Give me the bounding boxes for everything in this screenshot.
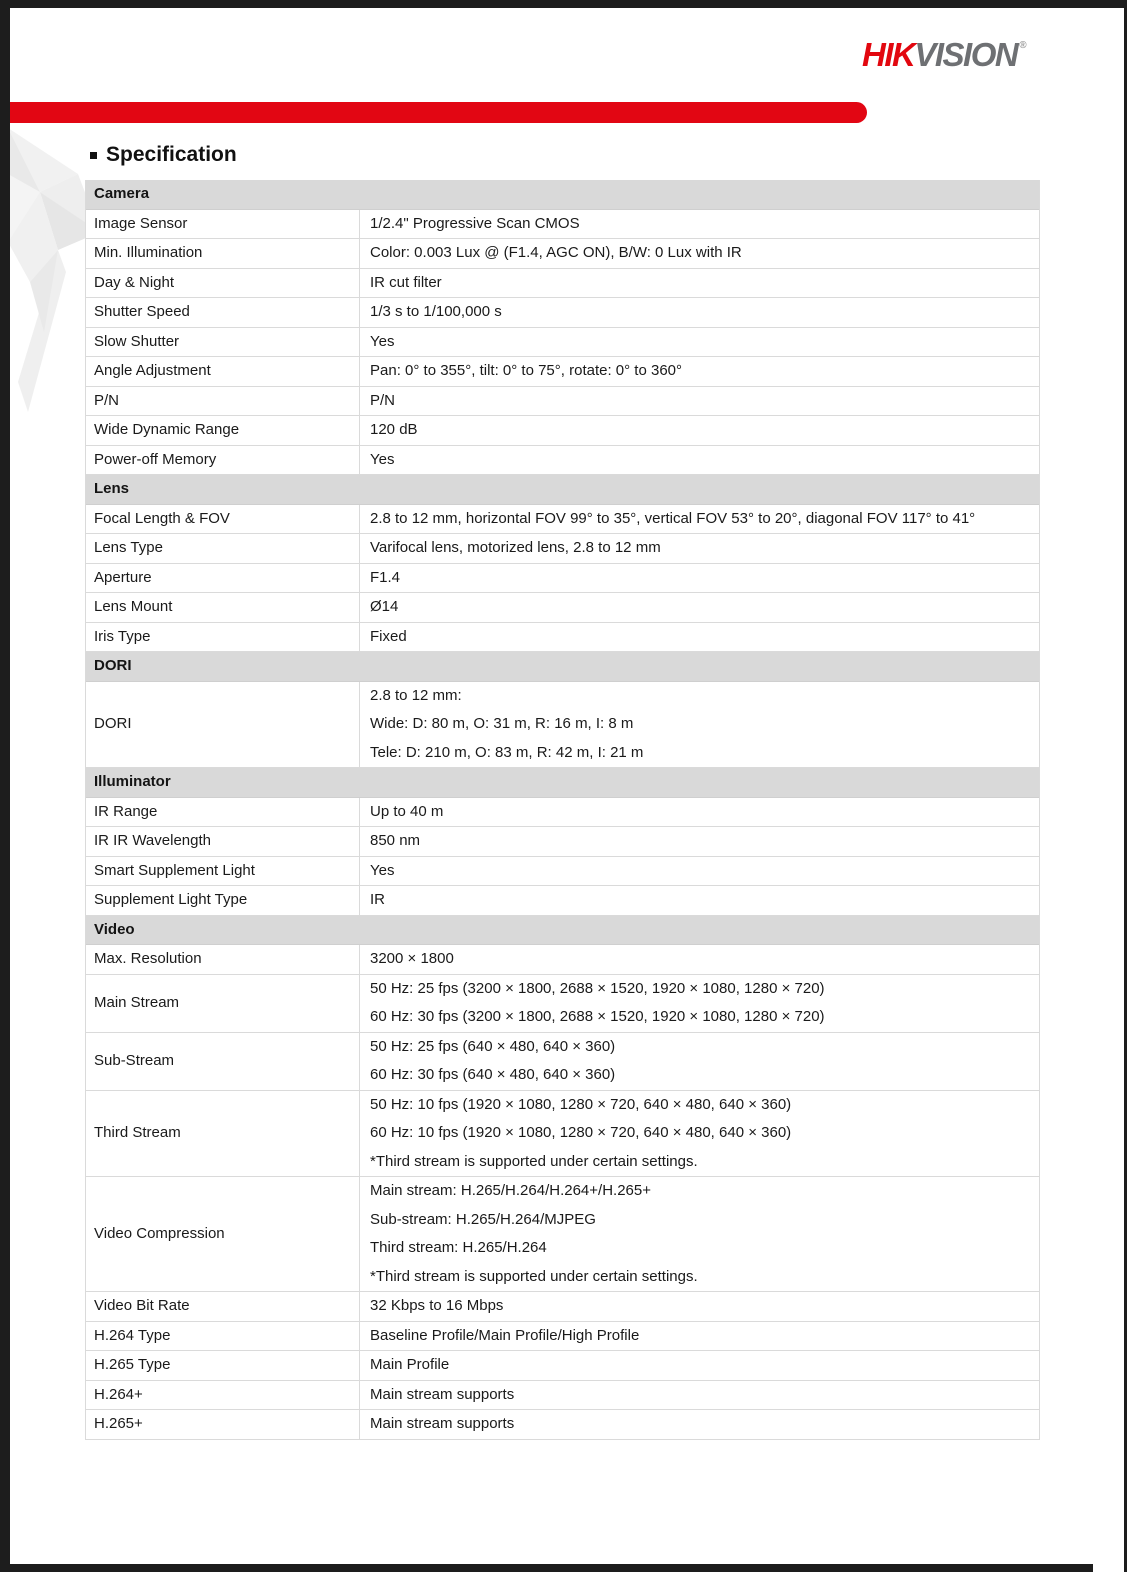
spec-value	[359, 298, 1039, 327]
spec-label: Angle Adjustment	[94, 362, 211, 380]
spec-value	[359, 798, 1039, 827]
spec-value-line: Yes	[370, 450, 395, 468]
spec-label: Third Stream	[94, 1124, 181, 1142]
spec-label: Focal Length & FOV	[94, 509, 230, 527]
spec-label: Video Compression	[94, 1225, 225, 1242]
spec-value	[359, 416, 1039, 445]
logo-hik-text: HIK	[862, 36, 915, 73]
spec-value-line: 60 Hz: 30 fps (640 × 480, 640 × 360)	[370, 1066, 616, 1083]
spec-label: Aperture	[94, 568, 152, 586]
spec-value-line: Main stream supports	[370, 1415, 515, 1432]
spec-value-line: 32 Kbps to 16 Mbps	[370, 1297, 504, 1314]
spec-value-line: 50 Hz: 25 fps (640 × 480, 640 × 360)	[370, 1037, 616, 1055]
spec-value	[359, 269, 1039, 298]
page-title-text: Specification	[106, 143, 237, 166]
spec-label: Image Sensor	[94, 214, 188, 232]
section-header: DORI	[86, 652, 1039, 682]
spec-row	[86, 682, 1039, 769]
spec-row	[86, 357, 1039, 387]
spec-value	[359, 945, 1039, 974]
spec-value	[359, 857, 1039, 886]
spec-row	[86, 593, 1039, 623]
spec-value-line: Sub-stream: H.265/H.264/MJPEG	[370, 1210, 596, 1228]
spec-label: IR Range	[94, 802, 158, 820]
spec-label: Smart Supplement Light	[94, 861, 255, 879]
spec-label: P/N	[94, 391, 120, 409]
section-header: Video	[86, 916, 1039, 946]
spec-row	[86, 210, 1039, 240]
spec-row	[86, 798, 1039, 828]
spec-value	[359, 239, 1039, 268]
spec-label: Main Stream	[94, 994, 180, 1011]
spec-label: DORI	[94, 715, 132, 733]
spec-value	[359, 1091, 1039, 1177]
spec-label: H.265+	[94, 1415, 143, 1433]
spec-value	[359, 886, 1039, 915]
spec-value-line: 850 nm	[370, 832, 421, 849]
spec-value-line: Main Profile	[370, 1356, 450, 1373]
spec-row	[86, 1322, 1039, 1352]
spec-row	[86, 1292, 1039, 1322]
spec-row	[86, 945, 1039, 975]
spec-row	[86, 827, 1039, 857]
spec-value-line: Main stream: H.265/H.264/H.264+/H.265+	[370, 1182, 651, 1199]
spec-label: Day & Night	[94, 273, 175, 291]
spec-row	[86, 1091, 1039, 1178]
spec-value-line: Baseline Profile/Main Profile/High Profile	[370, 1326, 640, 1344]
spec-value	[359, 1410, 1039, 1439]
spec-row	[86, 446, 1039, 476]
spec-value-line: Tele: D: 210 m, O: 83 m, R: 42 m, I: 21 m	[370, 743, 644, 761]
spec-label: H.264+	[94, 1385, 143, 1403]
spec-row	[86, 298, 1039, 328]
spec-value	[359, 328, 1039, 357]
spec-value	[359, 827, 1039, 856]
spec-value	[359, 1177, 1039, 1291]
spec-value-line: 2.8 to 12 mm, horizontal FOV 99° to 35°, vertical FOV 53° to 20°, diagonal FOV 117° to 41°	[370, 509, 976, 527]
spec-table	[85, 180, 1040, 1440]
spec-row	[86, 975, 1039, 1033]
frame-top-edge	[0, 0, 1127, 8]
spec-value-line: 50 Hz: 25 fps (3200 × 1800, 2688 × 1520, 1920 × 1080, 1280 × 720)	[370, 979, 825, 997]
frame-bottom-edge	[0, 1564, 1093, 1572]
spec-value	[359, 1292, 1039, 1321]
spec-value-line: IR cut filter	[370, 273, 442, 291]
spec-value-line: 2.8 to 12 mm:	[370, 686, 462, 704]
spec-value-line: 1/3 s to 1/100,000 s	[370, 303, 502, 320]
spec-value	[359, 357, 1039, 386]
spec-row	[86, 387, 1039, 417]
spec-value	[359, 210, 1039, 239]
section-header: Lens	[86, 475, 1039, 505]
square-bullet-icon	[90, 152, 97, 159]
spec-value-line: Up to 40 m	[370, 802, 444, 820]
spec-row	[86, 886, 1039, 916]
spec-value	[359, 534, 1039, 563]
spec-value	[359, 975, 1039, 1032]
registered-mark-icon: ®	[1019, 40, 1027, 51]
spec-value-line: *Third stream is supported under certain settings.	[370, 1267, 698, 1285]
spec-value-line: F1.4	[370, 568, 401, 586]
spec-value-line: 3200 × 1800	[370, 950, 454, 967]
spec-value-line: *Third stream is supported under certain settings.	[370, 1152, 698, 1170]
logo-vision-text: VISION	[914, 36, 1018, 73]
spec-value-line: Fixed	[370, 627, 407, 645]
spec-value-line: 50 Hz: 10 fps (1920 × 1080, 1280 × 720, 640 × 480, 640 × 360)	[370, 1095, 792, 1113]
spec-label: Lens Mount	[94, 598, 173, 616]
spec-value-line: Pan: 0° to 355°, tilt: 0° to 75°, rotate: 0° to 360°	[370, 362, 683, 379]
section-header: Illuminator	[86, 768, 1039, 798]
section-header: Camera	[86, 180, 1039, 210]
spec-value-line: 1/2.4" Progressive Scan CMOS	[370, 214, 580, 232]
spec-row	[86, 564, 1039, 594]
spec-label: Slow Shutter	[94, 332, 180, 350]
spec-label: Wide Dynamic Range	[94, 421, 240, 439]
spec-label: Iris Type	[94, 627, 151, 645]
spec-row	[86, 1381, 1039, 1411]
spec-value-line: 60 Hz: 10 fps (1920 × 1080, 1280 × 720, 640 × 480, 640 × 360)	[370, 1124, 792, 1141]
spec-value-line: Color: 0.003 Lux @ (F1.4, AGC ON), B/W: 0 Lux with IR	[370, 244, 742, 261]
spec-value-line: Varifocal lens, motorized lens, 2.8 to 12 mm	[370, 539, 661, 556]
spec-label: Shutter Speed	[94, 303, 190, 321]
spec-label: Min. Illumination	[94, 244, 203, 262]
spec-value	[359, 1351, 1039, 1380]
spec-value	[359, 446, 1039, 475]
spec-label: Max. Resolution	[94, 950, 202, 968]
spec-row	[86, 1351, 1039, 1381]
spec-value-line: Ø14	[370, 598, 399, 615]
spec-label: Sub-Stream	[94, 1052, 175, 1069]
spec-value-line: Yes	[370, 332, 395, 350]
spec-row	[86, 269, 1039, 299]
spec-label: Supplement Light Type	[94, 891, 248, 909]
spec-value	[359, 623, 1039, 652]
spec-label: H.265 Type	[94, 1356, 171, 1374]
spec-value-line: Yes	[370, 861, 395, 879]
spec-value	[359, 1381, 1039, 1410]
spec-value	[359, 1033, 1039, 1090]
spec-value	[359, 1322, 1039, 1351]
spec-value-line: P/N	[370, 391, 396, 409]
spec-value	[359, 505, 1039, 534]
spec-row	[86, 505, 1039, 535]
spec-value	[359, 564, 1039, 593]
spec-row	[86, 328, 1039, 358]
spec-label: H.264 Type	[94, 1326, 171, 1344]
spec-row	[86, 1033, 1039, 1091]
spec-value-line: Third stream: H.265/H.264	[370, 1239, 547, 1256]
spec-row	[86, 416, 1039, 446]
spec-row	[86, 857, 1039, 887]
spec-value-line: IR	[370, 891, 385, 908]
spec-label: Lens Type	[94, 539, 163, 557]
spec-value-line: Main stream supports	[370, 1385, 515, 1403]
spec-row	[86, 239, 1039, 269]
spec-value	[359, 682, 1039, 768]
spec-value-line: 60 Hz: 30 fps (3200 × 1800, 2688 × 1520, 1920 × 1080, 1280 × 720)	[370, 1008, 825, 1025]
spec-value	[359, 387, 1039, 416]
red-divider-bar	[10, 102, 867, 123]
frame-left-edge	[0, 0, 10, 1572]
spec-label: Power-off Memory	[94, 450, 217, 468]
page-title	[90, 143, 237, 167]
hikvision-logo	[862, 38, 1027, 71]
spec-value	[359, 593, 1039, 622]
spec-value-line: Wide: D: 80 m, O: 31 m, R: 16 m, I: 8 m	[370, 715, 634, 732]
spec-row	[86, 1177, 1039, 1292]
spec-label: IR IR Wavelength	[94, 832, 211, 850]
spec-row	[86, 534, 1039, 564]
spec-row	[86, 623, 1039, 653]
spec-value-line: 120 dB	[370, 421, 418, 438]
spec-row	[86, 1410, 1039, 1440]
spec-label: Video Bit Rate	[94, 1297, 190, 1315]
